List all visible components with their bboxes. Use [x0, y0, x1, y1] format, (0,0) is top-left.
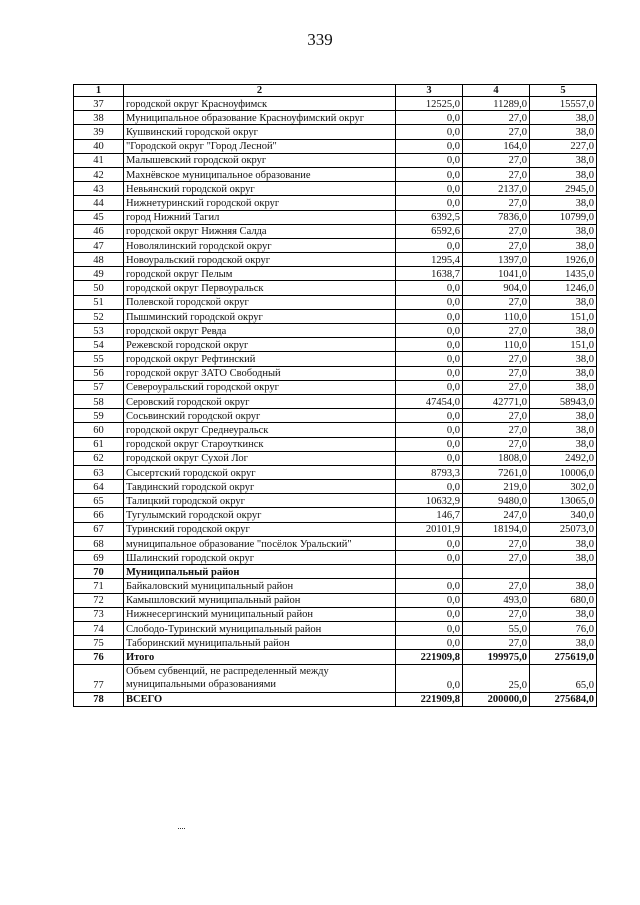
col-5-value-cell: 38,0 [530, 536, 597, 550]
col-5-value-cell: 38,0 [530, 366, 597, 380]
col-3-value-cell: 6392,5 [396, 210, 463, 224]
municipality-name-cell: Нижнесергинский муниципальный район [124, 607, 396, 621]
header-col-3: 3 [396, 85, 463, 97]
table-row [74, 465, 597, 479]
col-5-value-cell: 65,0 [530, 664, 597, 692]
table-row [74, 352, 597, 366]
municipality-name-cell: городской округ Красноуфимск [124, 97, 396, 111]
row-number-cell: 77 [74, 664, 124, 692]
col-3-value-cell: 0,0 [396, 579, 463, 593]
municipality-name-cell: Североуральский городской округ [124, 380, 396, 394]
col-3-value-cell: 0,0 [396, 451, 463, 465]
col-3-value-cell: 0,0 [396, 636, 463, 650]
row-number-cell: 67 [74, 522, 124, 536]
municipality-name-cell: Новолялинский городской округ [124, 238, 396, 252]
municipality-name-cell: Нижнетуринский городской округ [124, 196, 396, 210]
col-5-value-cell: 38,0 [530, 579, 597, 593]
col-5-value-cell: 15557,0 [530, 97, 597, 111]
col-5-value-cell: 2492,0 [530, 451, 597, 465]
municipality-name-cell: город Нижний Тагил [124, 210, 396, 224]
table-body [74, 97, 597, 707]
table-row [74, 97, 597, 111]
row-number-cell: 62 [74, 451, 124, 465]
col-4-value-cell: 1041,0 [463, 267, 530, 281]
row-number-cell: 50 [74, 281, 124, 295]
col-4-value-cell: 27,0 [463, 324, 530, 338]
row-number-cell: 37 [74, 97, 124, 111]
col-4-value-cell: 219,0 [463, 480, 530, 494]
row-number-cell: 70 [74, 565, 124, 579]
col-3-value-cell: 0,0 [396, 664, 463, 692]
col-3-value-cell: 0,0 [396, 437, 463, 451]
municipality-name-cell: Шалинский городской округ [124, 551, 396, 565]
table-row [74, 494, 597, 508]
col-3-value-cell: 0,0 [396, 139, 463, 153]
col-4-value-cell: 27,0 [463, 536, 530, 550]
col-3-value-cell: 47454,0 [396, 394, 463, 408]
col-4-value-cell: 27,0 [463, 196, 530, 210]
col-3-value-cell: 0,0 [396, 607, 463, 621]
page-number: 339 [307, 30, 333, 49]
table-row [74, 692, 597, 706]
col-3-value-cell: 20101,9 [396, 522, 463, 536]
municipality-name-cell: городской округ Нижняя Салда [124, 224, 396, 238]
municipality-name-cell: Режевской городской округ [124, 338, 396, 352]
table-row [74, 650, 597, 664]
col-5-value-cell: 1926,0 [530, 253, 597, 267]
page-mark [178, 828, 185, 829]
row-number-cell: 52 [74, 309, 124, 323]
row-number-cell: 38 [74, 111, 124, 125]
col-3-value-cell: 0,0 [396, 593, 463, 607]
municipality-name-cell: Талицкий городской округ [124, 494, 396, 508]
col-4-value-cell: 9480,0 [463, 494, 530, 508]
row-number-cell: 63 [74, 465, 124, 479]
col-3-value-cell: 0,0 [396, 352, 463, 366]
municipality-name-cell: Муниципальный район [124, 565, 396, 579]
municipality-name-cell: Малышевский городской округ [124, 153, 396, 167]
col-4-value-cell: 200000,0 [463, 692, 530, 706]
header-col-4: 4 [463, 85, 530, 97]
row-number-cell: 42 [74, 167, 124, 181]
col-5-value-cell: 2945,0 [530, 182, 597, 196]
municipality-name-cell: Муниципальное образование Красноуфимский округ [124, 111, 396, 125]
municipality-name-cell: Серовский городской округ [124, 394, 396, 408]
row-number-cell: 39 [74, 125, 124, 139]
col-4-value-cell: 110,0 [463, 309, 530, 323]
col-4-value-cell: 25,0 [463, 664, 530, 692]
subvention-table [73, 84, 597, 707]
table-row [74, 309, 597, 323]
col-4-value-cell: 27,0 [463, 111, 530, 125]
col-4-value-cell: 27,0 [463, 153, 530, 167]
table-row [74, 621, 597, 635]
row-number-cell: 53 [74, 324, 124, 338]
col-4-value-cell: 27,0 [463, 366, 530, 380]
col-3-value-cell: 0,0 [396, 423, 463, 437]
col-4-value-cell: 110,0 [463, 338, 530, 352]
col-4-value-cell: 55,0 [463, 621, 530, 635]
table-row [74, 409, 597, 423]
col-4-value-cell: 164,0 [463, 139, 530, 153]
row-number-cell: 58 [74, 394, 124, 408]
col-5-value-cell: 38,0 [530, 423, 597, 437]
col-5-value-cell: 227,0 [530, 139, 597, 153]
municipality-name-cell: Итого [124, 650, 396, 664]
col-3-value-cell: 0,0 [396, 281, 463, 295]
table-row [74, 522, 597, 536]
col-4-value-cell: 18194,0 [463, 522, 530, 536]
table-row [74, 636, 597, 650]
row-number-cell: 64 [74, 480, 124, 494]
municipality-name-cell: городской округ Первоуральск [124, 281, 396, 295]
municipality-name-cell: городской округ Сухой Лог [124, 451, 396, 465]
col-5-value-cell: 38,0 [530, 607, 597, 621]
municipality-name-cell: Слободо-Туринский муниципальный район [124, 621, 396, 635]
row-number-cell: 71 [74, 579, 124, 593]
table-row [74, 153, 597, 167]
col-5-value-cell: 38,0 [530, 196, 597, 210]
col-3-value-cell [396, 565, 463, 579]
row-number-cell: 75 [74, 636, 124, 650]
municipality-name-cell: Невьянский городской округ [124, 182, 396, 196]
row-number-cell: 55 [74, 352, 124, 366]
col-4-value-cell: 27,0 [463, 238, 530, 252]
col-4-value-cell: 27,0 [463, 224, 530, 238]
col-3-value-cell: 0,0 [396, 380, 463, 394]
col-4-value-cell: 27,0 [463, 607, 530, 621]
table-row [74, 366, 597, 380]
col-5-value-cell: 58943,0 [530, 394, 597, 408]
municipality-name-cell: городской округ Ревда [124, 324, 396, 338]
col-4-value-cell: 27,0 [463, 579, 530, 593]
col-4-value-cell: 7836,0 [463, 210, 530, 224]
table-row [74, 437, 597, 451]
table-row [74, 281, 597, 295]
col-5-value-cell: 38,0 [530, 380, 597, 394]
municipality-name-cell: городской округ Пелым [124, 267, 396, 281]
table-row [74, 565, 597, 579]
col-3-value-cell: 0,0 [396, 551, 463, 565]
col-4-value-cell: 27,0 [463, 352, 530, 366]
col-4-value-cell: 27,0 [463, 167, 530, 181]
col-3-value-cell: 0,0 [396, 196, 463, 210]
col-3-value-cell: 0,0 [396, 167, 463, 181]
col-4-value-cell: 1808,0 [463, 451, 530, 465]
col-4-value-cell [463, 565, 530, 579]
row-number-cell: 56 [74, 366, 124, 380]
col-3-value-cell: 0,0 [396, 324, 463, 338]
col-3-value-cell: 146,7 [396, 508, 463, 522]
col-5-value-cell: 38,0 [530, 295, 597, 309]
row-number-cell: 45 [74, 210, 124, 224]
municipality-name-cell: Объем субвенций, не распределенный между муниципальными образованиями [124, 664, 396, 692]
row-number-cell: 61 [74, 437, 124, 451]
col-4-value-cell: 7261,0 [463, 465, 530, 479]
col-5-value-cell: 1435,0 [530, 267, 597, 281]
municipality-name-cell: Байкаловский муниципальный район [124, 579, 396, 593]
col-4-value-cell: 199975,0 [463, 650, 530, 664]
municipality-name-cell: муниципальное образование "посёлок Уральский" [124, 536, 396, 550]
col-5-value-cell: 38,0 [530, 125, 597, 139]
row-number-cell: 54 [74, 338, 124, 352]
col-3-value-cell: 0,0 [396, 536, 463, 550]
col-4-value-cell: 27,0 [463, 409, 530, 423]
col-4-value-cell: 27,0 [463, 295, 530, 309]
table-row [74, 579, 597, 593]
municipality-name-cell: городской округ ЗАТО Свободный [124, 366, 396, 380]
col-5-value-cell: 38,0 [530, 224, 597, 238]
col-3-value-cell: 221909,8 [396, 650, 463, 664]
col-4-value-cell: 27,0 [463, 437, 530, 451]
row-number-cell: 46 [74, 224, 124, 238]
row-number-cell: 49 [74, 267, 124, 281]
col-3-value-cell: 0,0 [396, 409, 463, 423]
col-3-value-cell: 0,0 [396, 338, 463, 352]
municipality-name-cell: "Городской округ "Город Лесной" [124, 139, 396, 153]
col-5-value-cell: 38,0 [530, 324, 597, 338]
table-row [74, 196, 597, 210]
col-3-value-cell: 6592,6 [396, 224, 463, 238]
municipality-name-cell: Новоуральский городской округ [124, 253, 396, 267]
col-5-value-cell: 275619,0 [530, 650, 597, 664]
row-number-cell: 40 [74, 139, 124, 153]
col-4-value-cell: 11289,0 [463, 97, 530, 111]
col-3-value-cell: 0,0 [396, 366, 463, 380]
col-5-value-cell: 38,0 [530, 551, 597, 565]
col-4-value-cell: 493,0 [463, 593, 530, 607]
col-4-value-cell: 904,0 [463, 281, 530, 295]
col-5-value-cell: 25073,0 [530, 522, 597, 536]
col-5-value-cell: 38,0 [530, 238, 597, 252]
col-3-value-cell: 0,0 [396, 238, 463, 252]
col-3-value-cell: 1295,4 [396, 253, 463, 267]
col-5-value-cell: 38,0 [530, 409, 597, 423]
table-row [74, 551, 597, 565]
row-number-cell: 57 [74, 380, 124, 394]
row-number-cell: 74 [74, 621, 124, 635]
table-row [74, 536, 597, 550]
header-col-5: 5 [530, 85, 597, 97]
col-4-value-cell: 42771,0 [463, 394, 530, 408]
row-number-cell: 78 [74, 692, 124, 706]
col-3-value-cell: 0,0 [396, 621, 463, 635]
table-row [74, 664, 597, 692]
col-3-value-cell: 0,0 [396, 295, 463, 309]
row-number-cell: 60 [74, 423, 124, 437]
municipality-name-cell: Таборинский муниципальный район [124, 636, 396, 650]
col-4-value-cell: 1397,0 [463, 253, 530, 267]
row-number-cell: 59 [74, 409, 124, 423]
col-5-value-cell: 1246,0 [530, 281, 597, 295]
col-3-value-cell: 0,0 [396, 153, 463, 167]
col-5-value-cell: 302,0 [530, 480, 597, 494]
row-number-cell: 41 [74, 153, 124, 167]
table-row [74, 182, 597, 196]
table-row [74, 508, 597, 522]
col-4-value-cell: 27,0 [463, 125, 530, 139]
table-row [74, 593, 597, 607]
col-5-value-cell: 10799,0 [530, 210, 597, 224]
table-row [74, 238, 597, 252]
col-3-value-cell: 12525,0 [396, 97, 463, 111]
table-row [74, 338, 597, 352]
table-row [74, 480, 597, 494]
col-4-value-cell: 27,0 [463, 380, 530, 394]
col-5-value-cell: 151,0 [530, 309, 597, 323]
table-row [74, 295, 597, 309]
col-4-value-cell: 27,0 [463, 636, 530, 650]
row-number-cell: 48 [74, 253, 124, 267]
col-5-value-cell: 151,0 [530, 338, 597, 352]
municipality-name-cell: Махнёвское муниципальное образование [124, 167, 396, 181]
col-5-value-cell: 13065,0 [530, 494, 597, 508]
table-row [74, 111, 597, 125]
table-row [74, 253, 597, 267]
table-header-row [74, 85, 597, 97]
col-5-value-cell: 38,0 [530, 636, 597, 650]
row-number-cell: 47 [74, 238, 124, 252]
col-3-value-cell: 0,0 [396, 182, 463, 196]
col-3-value-cell: 8793,3 [396, 465, 463, 479]
municipality-name-cell: Полевской городской округ [124, 295, 396, 309]
col-3-value-cell: 221909,8 [396, 692, 463, 706]
table-row [74, 139, 597, 153]
row-number-cell: 72 [74, 593, 124, 607]
col-3-value-cell: 0,0 [396, 125, 463, 139]
col-5-value-cell: 38,0 [530, 111, 597, 125]
table-row [74, 451, 597, 465]
col-3-value-cell: 10632,9 [396, 494, 463, 508]
table-row [74, 607, 597, 621]
table-row [74, 224, 597, 238]
municipality-name-cell: Кушвинский городской округ [124, 125, 396, 139]
col-5-value-cell: 275684,0 [530, 692, 597, 706]
col-5-value-cell: 10006,0 [530, 465, 597, 479]
row-number-cell: 43 [74, 182, 124, 196]
col-5-value-cell: 38,0 [530, 352, 597, 366]
col-5-value-cell: 680,0 [530, 593, 597, 607]
col-3-value-cell: 0,0 [396, 111, 463, 125]
municipality-name-cell: Сосьвинский городской округ [124, 409, 396, 423]
col-5-value-cell: 38,0 [530, 167, 597, 181]
municipality-name-cell: городской округ Рефтинский [124, 352, 396, 366]
header-col-2: 2 [124, 85, 396, 97]
row-number-cell: 44 [74, 196, 124, 210]
table-row [74, 380, 597, 394]
col-4-value-cell: 247,0 [463, 508, 530, 522]
table-row [74, 167, 597, 181]
row-number-cell: 51 [74, 295, 124, 309]
municipality-name-cell: Тавдинский городской округ [124, 480, 396, 494]
table-row [74, 324, 597, 338]
col-4-value-cell: 27,0 [463, 551, 530, 565]
col-5-value-cell: 38,0 [530, 437, 597, 451]
table-row [74, 423, 597, 437]
table-row [74, 210, 597, 224]
header-col-1: 1 [74, 85, 124, 97]
municipality-name-cell: ВСЕГО [124, 692, 396, 706]
municipality-name-cell: Тугулымский городской округ [124, 508, 396, 522]
row-number-cell: 76 [74, 650, 124, 664]
col-4-value-cell: 2137,0 [463, 182, 530, 196]
row-number-cell: 65 [74, 494, 124, 508]
row-number-cell: 68 [74, 536, 124, 550]
col-5-value-cell [530, 565, 597, 579]
col-3-value-cell: 0,0 [396, 309, 463, 323]
col-4-value-cell: 27,0 [463, 423, 530, 437]
row-number-cell: 66 [74, 508, 124, 522]
row-number-cell: 69 [74, 551, 124, 565]
table-row [74, 125, 597, 139]
municipality-name-cell: городской округ Староуткинск [124, 437, 396, 451]
table-row [74, 267, 597, 281]
col-5-value-cell: 38,0 [530, 153, 597, 167]
row-number-cell: 73 [74, 607, 124, 621]
municipality-name-cell: Камышловский муниципальный район [124, 593, 396, 607]
municipality-name-cell: Туринский городской округ [124, 522, 396, 536]
municipality-name-cell: Сысертский городской округ [124, 465, 396, 479]
col-3-value-cell: 0,0 [396, 480, 463, 494]
municipality-name-cell: Пышминский городской округ [124, 309, 396, 323]
table-row [74, 394, 597, 408]
municipality-name-cell: городской округ Среднеуральск [124, 423, 396, 437]
col-3-value-cell: 1638,7 [396, 267, 463, 281]
col-5-value-cell: 76,0 [530, 621, 597, 635]
col-5-value-cell: 340,0 [530, 508, 597, 522]
